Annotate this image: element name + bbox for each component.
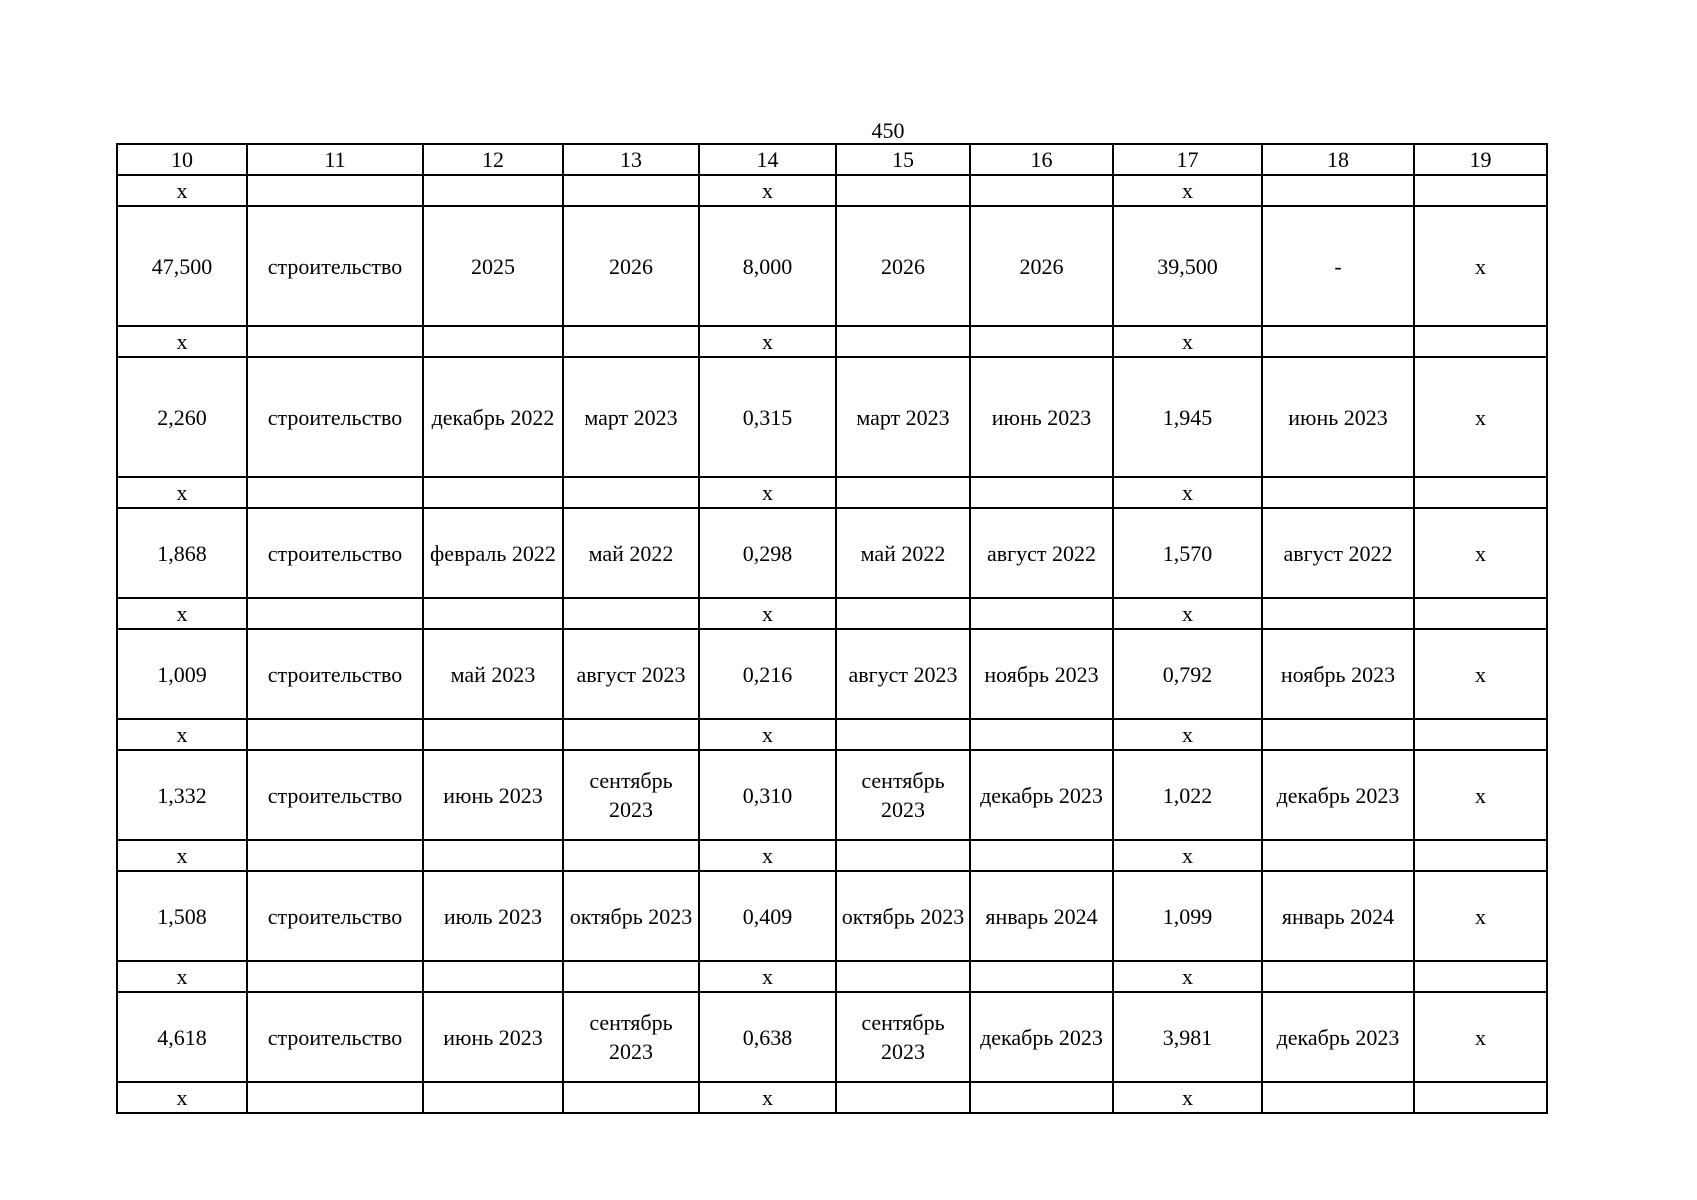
table-cell — [970, 175, 1113, 206]
table-cell: май 2023 — [423, 629, 563, 719]
table-cell — [1262, 326, 1414, 357]
table-cell: декабрь 2023 — [1262, 992, 1414, 1082]
table-cell: x — [117, 326, 247, 357]
table-cell: август 2023 — [836, 629, 970, 719]
table-cell — [1414, 961, 1547, 992]
table-cell: x — [1113, 719, 1262, 750]
table-cell: 3,981 — [1113, 992, 1262, 1082]
table-cell — [563, 326, 699, 357]
table-cell: x — [1113, 840, 1262, 871]
table-cell: сентябрь 2023 — [836, 750, 970, 840]
table-cell — [247, 175, 423, 206]
table-cell — [1414, 719, 1547, 750]
table-cell — [836, 961, 970, 992]
marker-row — [117, 840, 1547, 871]
table-cell: x — [1113, 175, 1262, 206]
table-cell — [1414, 175, 1547, 206]
table-cell — [423, 598, 563, 629]
table-cell: 17 — [1113, 144, 1262, 175]
table-cell: 8,000 — [699, 206, 836, 326]
marker-row — [117, 719, 1547, 750]
table-cell: 2026 — [563, 206, 699, 326]
table-cell: x — [1113, 1082, 1262, 1113]
table-cell: 2026 — [970, 206, 1113, 326]
table-cell: x — [117, 598, 247, 629]
table-cell: x — [117, 477, 247, 508]
marker-row — [117, 961, 1547, 992]
table-cell — [970, 598, 1113, 629]
table-cell: июнь 2023 — [970, 357, 1113, 477]
table-cell: x — [699, 326, 836, 357]
table-cell: x — [699, 840, 836, 871]
table-cell — [836, 326, 970, 357]
table-cell: x — [117, 961, 247, 992]
table-cell: сентябрь 2023 — [836, 992, 970, 1082]
table-cell: 14 — [699, 144, 836, 175]
table-cell — [423, 840, 563, 871]
table-cell — [836, 840, 970, 871]
page-number: 450 — [871, 118, 905, 143]
table-cell: сентябрь 2023 — [563, 750, 699, 840]
table-cell — [247, 961, 423, 992]
table-row — [117, 750, 1547, 840]
table-cell — [247, 1082, 423, 1113]
table-cell — [970, 326, 1113, 357]
table-cell: август 2023 — [563, 629, 699, 719]
table-cell — [1414, 840, 1547, 871]
table-cell: x — [1414, 750, 1547, 840]
table-cell: x — [1113, 961, 1262, 992]
table-cell: 0,409 — [699, 871, 836, 961]
table-cell: декабрь 2022 — [423, 357, 563, 477]
table-cell: 47,500 — [117, 206, 247, 326]
table-cell: май 2022 — [563, 508, 699, 598]
table-cell — [563, 840, 699, 871]
table-cell: x — [1113, 477, 1262, 508]
table-cell — [836, 175, 970, 206]
table-row — [117, 992, 1547, 1082]
table-cell: - — [1262, 206, 1414, 326]
table-cell — [423, 477, 563, 508]
table-cell — [1414, 598, 1547, 629]
table-cell: 0,792 — [1113, 629, 1262, 719]
table-cell — [247, 840, 423, 871]
header-row — [117, 144, 1547, 175]
table-cell: x — [117, 175, 247, 206]
table-cell: 1,022 — [1113, 750, 1262, 840]
table-cell: октябрь 2023 — [563, 871, 699, 961]
table-cell: 13 — [563, 144, 699, 175]
table-body — [117, 144, 1547, 1113]
table-cell: x — [699, 719, 836, 750]
data-table — [116, 143, 1548, 1114]
table-cell: строительство — [247, 357, 423, 477]
table-cell: строительство — [247, 508, 423, 598]
table-cell: сентябрь 2023 — [563, 992, 699, 1082]
table-cell — [423, 175, 563, 206]
table-cell: декабрь 2023 — [1262, 750, 1414, 840]
table-cell: x — [1414, 508, 1547, 598]
table-cell: строительство — [247, 206, 423, 326]
table-cell: июль 2023 — [423, 871, 563, 961]
table-cell: строительство — [247, 629, 423, 719]
table-cell — [970, 1082, 1113, 1113]
table-row — [117, 357, 1547, 477]
marker-row — [117, 1082, 1547, 1113]
table-cell — [423, 326, 563, 357]
table-cell: 0,298 — [699, 508, 836, 598]
table-row — [117, 629, 1547, 719]
table-cell: строительство — [247, 992, 423, 1082]
table-cell: 1,945 — [1113, 357, 1262, 477]
table-cell: x — [699, 1082, 836, 1113]
table-cell — [1414, 477, 1547, 508]
table-cell — [1262, 175, 1414, 206]
table-cell: 2025 — [423, 206, 563, 326]
table-cell: x — [117, 719, 247, 750]
table-cell: x — [699, 175, 836, 206]
table-cell — [1262, 961, 1414, 992]
table-cell: 10 — [117, 144, 247, 175]
table-cell — [836, 719, 970, 750]
table-cell: x — [117, 840, 247, 871]
table-cell: x — [1113, 598, 1262, 629]
table-cell: 0,216 — [699, 629, 836, 719]
table-cell: 0,315 — [699, 357, 836, 477]
table-cell: строительство — [247, 750, 423, 840]
table-cell: март 2023 — [563, 357, 699, 477]
table-cell: январь 2024 — [1262, 871, 1414, 961]
table-cell: 1,099 — [1113, 871, 1262, 961]
table-cell — [1414, 326, 1547, 357]
table-cell — [563, 175, 699, 206]
table-cell: 1,570 — [1113, 508, 1262, 598]
table-cell: 12 — [423, 144, 563, 175]
table-cell: x — [1414, 992, 1547, 1082]
table-cell: 1,332 — [117, 750, 247, 840]
table-cell: 15 — [836, 144, 970, 175]
table-cell — [423, 719, 563, 750]
table-cell — [836, 477, 970, 508]
table-cell: октябрь 2023 — [836, 871, 970, 961]
table-cell — [563, 598, 699, 629]
table-cell: август 2022 — [970, 508, 1113, 598]
table-row — [117, 508, 1547, 598]
table-cell: 0,310 — [699, 750, 836, 840]
table-cell: x — [1414, 357, 1547, 477]
table-cell: 4,618 — [117, 992, 247, 1082]
table-cell: x — [699, 598, 836, 629]
table-cell: 19 — [1414, 144, 1547, 175]
table-cell — [247, 326, 423, 357]
table-cell — [563, 1082, 699, 1113]
table-cell: x — [1414, 206, 1547, 326]
table-cell — [423, 961, 563, 992]
table-cell — [1262, 1082, 1414, 1113]
table-cell — [1262, 840, 1414, 871]
table-cell: январь 2024 — [970, 871, 1113, 961]
table-cell: 1,868 — [117, 508, 247, 598]
table-cell: 2,260 — [117, 357, 247, 477]
table-cell: 0,638 — [699, 992, 836, 1082]
table-cell — [247, 598, 423, 629]
table-cell: август 2022 — [1262, 508, 1414, 598]
table-cell — [1262, 477, 1414, 508]
table-cell: декабрь 2023 — [970, 750, 1113, 840]
table-cell: 1,508 — [117, 871, 247, 961]
marker-row — [117, 598, 1547, 629]
table-cell — [1262, 719, 1414, 750]
table-cell — [563, 961, 699, 992]
table-cell — [1262, 598, 1414, 629]
table-cell — [836, 598, 970, 629]
table-cell — [247, 477, 423, 508]
table-cell — [970, 840, 1113, 871]
table-cell — [970, 961, 1113, 992]
table-cell: x — [1414, 629, 1547, 719]
table-cell: x — [1113, 326, 1262, 357]
table-cell: строительство — [247, 871, 423, 961]
table-cell — [1414, 1082, 1547, 1113]
table-cell: февраль 2022 — [423, 508, 563, 598]
table-cell — [970, 719, 1113, 750]
marker-row — [117, 175, 1547, 206]
table-cell: 16 — [970, 144, 1113, 175]
table-cell: 1,009 — [117, 629, 247, 719]
table-cell — [423, 1082, 563, 1113]
table-cell: июнь 2023 — [423, 750, 563, 840]
table-cell — [836, 1082, 970, 1113]
table-cell: x — [1414, 871, 1547, 961]
table-cell: 18 — [1262, 144, 1414, 175]
table-cell: 39,500 — [1113, 206, 1262, 326]
table-cell: декабрь 2023 — [970, 992, 1113, 1082]
table-cell: 11 — [247, 144, 423, 175]
marker-row — [117, 477, 1547, 508]
marker-row — [117, 326, 1547, 357]
table-cell — [563, 477, 699, 508]
table-cell — [563, 719, 699, 750]
table-cell: ноябрь 2023 — [1262, 629, 1414, 719]
table-cell — [970, 477, 1113, 508]
table-row — [117, 206, 1547, 326]
table-cell: март 2023 — [836, 357, 970, 477]
table-cell: ноябрь 2023 — [970, 629, 1113, 719]
table-cell: июнь 2023 — [1262, 357, 1414, 477]
table-cell: x — [699, 961, 836, 992]
table-row — [117, 871, 1547, 961]
table-cell: x — [117, 1082, 247, 1113]
table-cell: май 2022 — [836, 508, 970, 598]
table-cell: x — [699, 477, 836, 508]
table-cell: июнь 2023 — [423, 992, 563, 1082]
table-cell: 2026 — [836, 206, 970, 326]
table-cell — [247, 719, 423, 750]
